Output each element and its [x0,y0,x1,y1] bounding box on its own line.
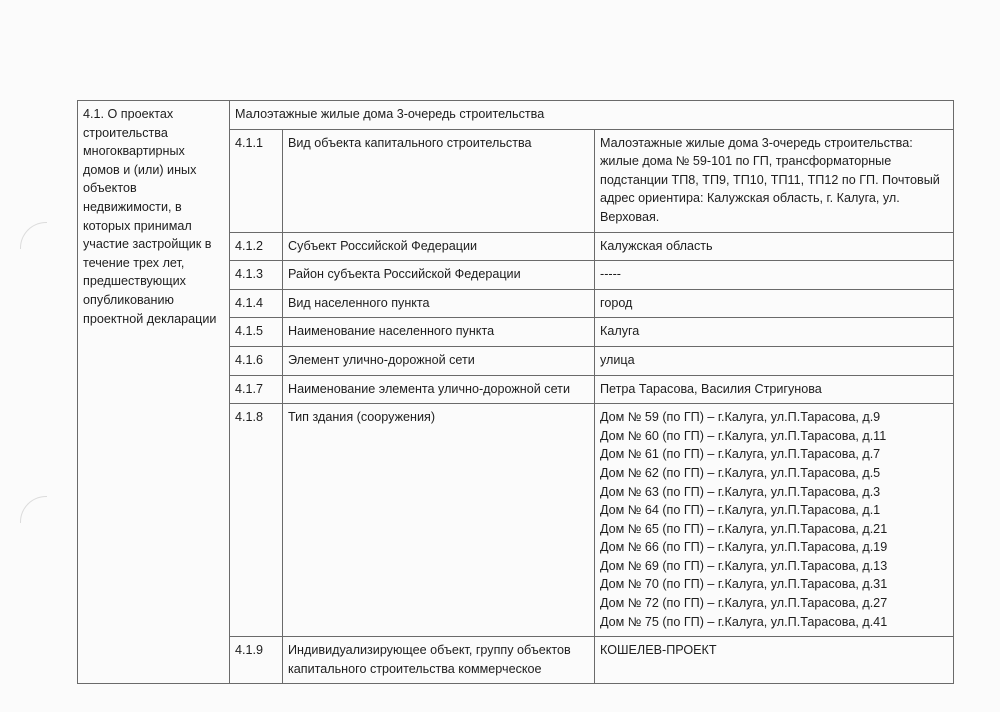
row-label: Наименование населенного пункта [283,318,595,347]
section-title-cell: 4.1. О проектах строительства многоквартирных домов и (или) иных объектов недвижимости, в которых принимал участие застройщик в течение трех лет, предшествующих опубликованию проектной декларации [78,101,230,684]
house-list [595,404,954,637]
row-label: Вид объекта капитального строительства [283,129,595,232]
house-list-item: Дом № 75 (по ГП) – г.Калуга, ул.П.Тарасова, д.41 [600,614,888,629]
row-value: Калуга [595,318,954,347]
scan-artifact [20,222,47,249]
row-value: Петра Тарасова, Василия Стригунова [595,375,954,404]
row-number: 4.1.1 [230,129,283,232]
row-label: Тип здания (сооружения) [283,404,595,637]
house-list-item: Дом № 61 (по ГП) – г.Калуга, ул.П.Тарасова, д.7 [600,447,881,462]
house-list-item: Дом № 59 (по ГП) – г.Калуга, ул.П.Тарасова, д.9 [600,410,881,425]
house-list-item: Дом № 69 (по ГП) – г.Калуга, ул.П.Тарасова, д.13 [600,558,888,573]
row-number: 4.1.3 [230,261,283,290]
house-list-item: Дом № 63 (по ГП) – г.Калуга, ул.П.Тарасова, д.3 [600,484,881,499]
row-label: Район субъекта Российской Федерации [283,261,595,290]
house-list-item: Дом № 65 (по ГП) – г.Калуга, ул.П.Тарасова, д.21 [600,521,888,536]
house-list-item: Дом № 60 (по ГП) – г.Калуга, ул.П.Тарасова, д.11 [600,428,887,443]
scan-artifact [20,496,47,523]
house-list-item: Дом № 72 (по ГП) – г.Калуга, ул.П.Тарасова, д.27 [600,596,888,611]
house-list-item: Дом № 62 (по ГП) – г.Калуга, ул.П.Тарасова, д.5 [600,465,881,480]
project-title: Малоэтажные жилые дома 3-очередь строительства [230,101,954,130]
row-number: 4.1.2 [230,232,283,261]
row-value: Калужская область [595,232,954,261]
row-number: 4.1.4 [230,289,283,318]
row-number: 4.1.5 [230,318,283,347]
row-label: Субъект Российской Федерации [283,232,595,261]
row-value: город [595,289,954,318]
row-number: 4.1.8 [230,404,283,637]
row-number: 4.1.9 [230,637,283,684]
row-value: ----- [595,261,954,290]
declaration-table [77,100,954,684]
row-label: Элемент улично-дорожной сети [283,346,595,375]
row-number: 4.1.7 [230,375,283,404]
house-list-item: Дом № 64 (по ГП) – г.Калуга, ул.П.Тарасова, д.1 [600,503,881,518]
row-value: улица [595,346,954,375]
row-value: КОШЕЛЕВ-ПРОЕКТ [595,637,954,684]
row-label: Наименование элемента улично-дорожной сети [283,375,595,404]
row-number: 4.1.6 [230,346,283,375]
house-list-item: Дом № 66 (по ГП) – г.Калуга, ул.П.Тарасова, д.19 [600,540,888,555]
table-row-project-title [78,101,954,130]
house-list-item: Дом № 70 (по ГП) – г.Калуга, ул.П.Тарасова, д.31 [600,577,888,592]
row-value: Малоэтажные жилые дома 3-очередь строительства: жилые дома № 59-101 по ГП, трансформаторные подстанции ТП8, ТП9, ТП10, ТП11, ТП12 по ГП. Почтовый адрес ориентира: Калужская область, г. Калуга, ул. Верховая. [595,129,954,232]
row-label: Вид населенного пункта [283,289,595,318]
row-label: Индивидуализирующее объект, группу объектов капитального строительства коммерческое [283,637,595,684]
